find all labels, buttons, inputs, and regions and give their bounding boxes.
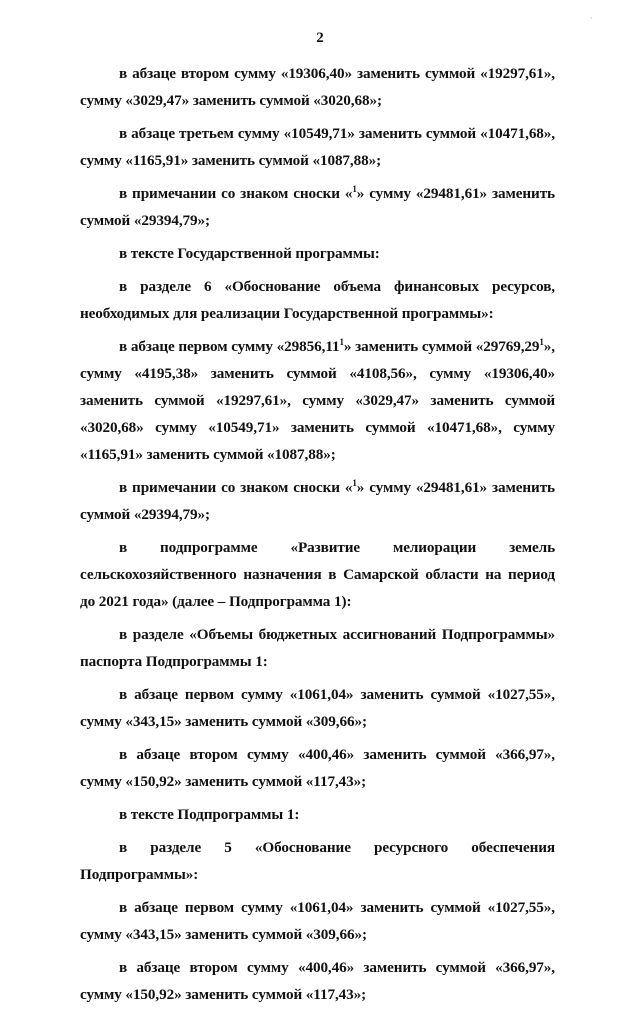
paragraph-text: в абзаце втором сумму «400,46» заменить суммой «366,97», сумму «150,92» заменить суммой «117,43»; [80, 746, 555, 790]
document-body [80, 60, 555, 1014]
paragraph-text: в абзаце первом сумму «1061,04» заменить суммой «1027,55», сумму «343,15» заменить суммой «309,66»; [80, 686, 555, 730]
paragraph [80, 801, 555, 828]
paragraph-text: » заменить суммой «29769,29 [343, 338, 540, 355]
paragraph [80, 834, 555, 888]
paragraph [80, 333, 555, 468]
paragraph [80, 60, 555, 114]
paragraph-text: в разделе 6 «Обоснование объема финансовых ресурсов, необходимых для реализации Государственной программы»: [80, 278, 555, 322]
footnote-mark: 1 [539, 337, 544, 347]
paragraph [80, 273, 555, 327]
paragraph-text: в примечании со знаком сноски « [119, 479, 353, 496]
paragraph-text: в абзаце первом сумму «29856,11 [119, 338, 340, 355]
paragraph [80, 681, 555, 735]
page-number: 2 [316, 30, 324, 46]
paragraph [80, 534, 555, 615]
paragraph [80, 240, 555, 267]
paragraph-text: » сумму «29481,61» заменить суммой «29394,79»; [80, 185, 555, 229]
paragraph-text: в тексте Государственной программы: [119, 245, 380, 262]
paragraph-text: в абзаце первом сумму «1061,04» заменить суммой «1027,55», сумму «343,15» заменить суммой «309,66»; [80, 899, 555, 943]
paragraph-text: в абзаце втором сумму «19306,40» заменить суммой «19297,61», сумму «3029,47» заменить суммой «3020,68»; [80, 65, 555, 109]
paragraph-text: в абзаце втором сумму «400,46» заменить суммой «366,97», сумму «150,92» заменить суммой «117,43»; [80, 959, 555, 1003]
scan-speck: · [590, 14, 593, 23]
footnote-mark: 1 [352, 478, 357, 488]
paragraph [80, 474, 555, 528]
paragraph [80, 894, 555, 948]
paragraph [80, 954, 555, 1008]
paragraph [80, 741, 555, 795]
footnote-mark: 1 [352, 184, 357, 194]
paragraph [80, 180, 555, 234]
paragraph-text: в разделе 5 «Обоснование ресурсного обеспечения Подпрограммы»: [80, 839, 555, 883]
paragraph-text: в тексте Подпрограммы 1: [119, 806, 300, 823]
paragraph-text: », сумму «4195,38» заменить суммой «4108,56», сумму «19306,40» заменить суммой «19297,61», сумму «3029,47» заменить суммой «3020,68» сумму «10549,71» заменить суммой «10471,68», сумму «1165,91» заменить суммой «1087,88»; [80, 338, 555, 463]
footnote-mark: 1 [339, 337, 344, 347]
paragraph-text: в разделе «Объемы бюджетных ассигнований Подпрограммы» паспорта Подпрограммы 1: [80, 626, 555, 670]
paragraph-text: в абзаце третьем сумму «10549,71» заменить суммой «10471,68», сумму «1165,91» заменить суммой «1087,88»; [80, 125, 555, 169]
paragraph [80, 120, 555, 174]
paragraph-text: в подпрограмме «Развитие мелиорации земель сельскохозяйственного назначения в Самарской области на период до 2021 года» (далее – Подпрограмма 1): [80, 539, 555, 610]
paragraph-text: » сумму «29481,61» заменить суммой «29394,79»; [80, 479, 555, 523]
paragraph [80, 621, 555, 675]
paragraph-text: в примечании со знаком сноски « [119, 185, 353, 202]
